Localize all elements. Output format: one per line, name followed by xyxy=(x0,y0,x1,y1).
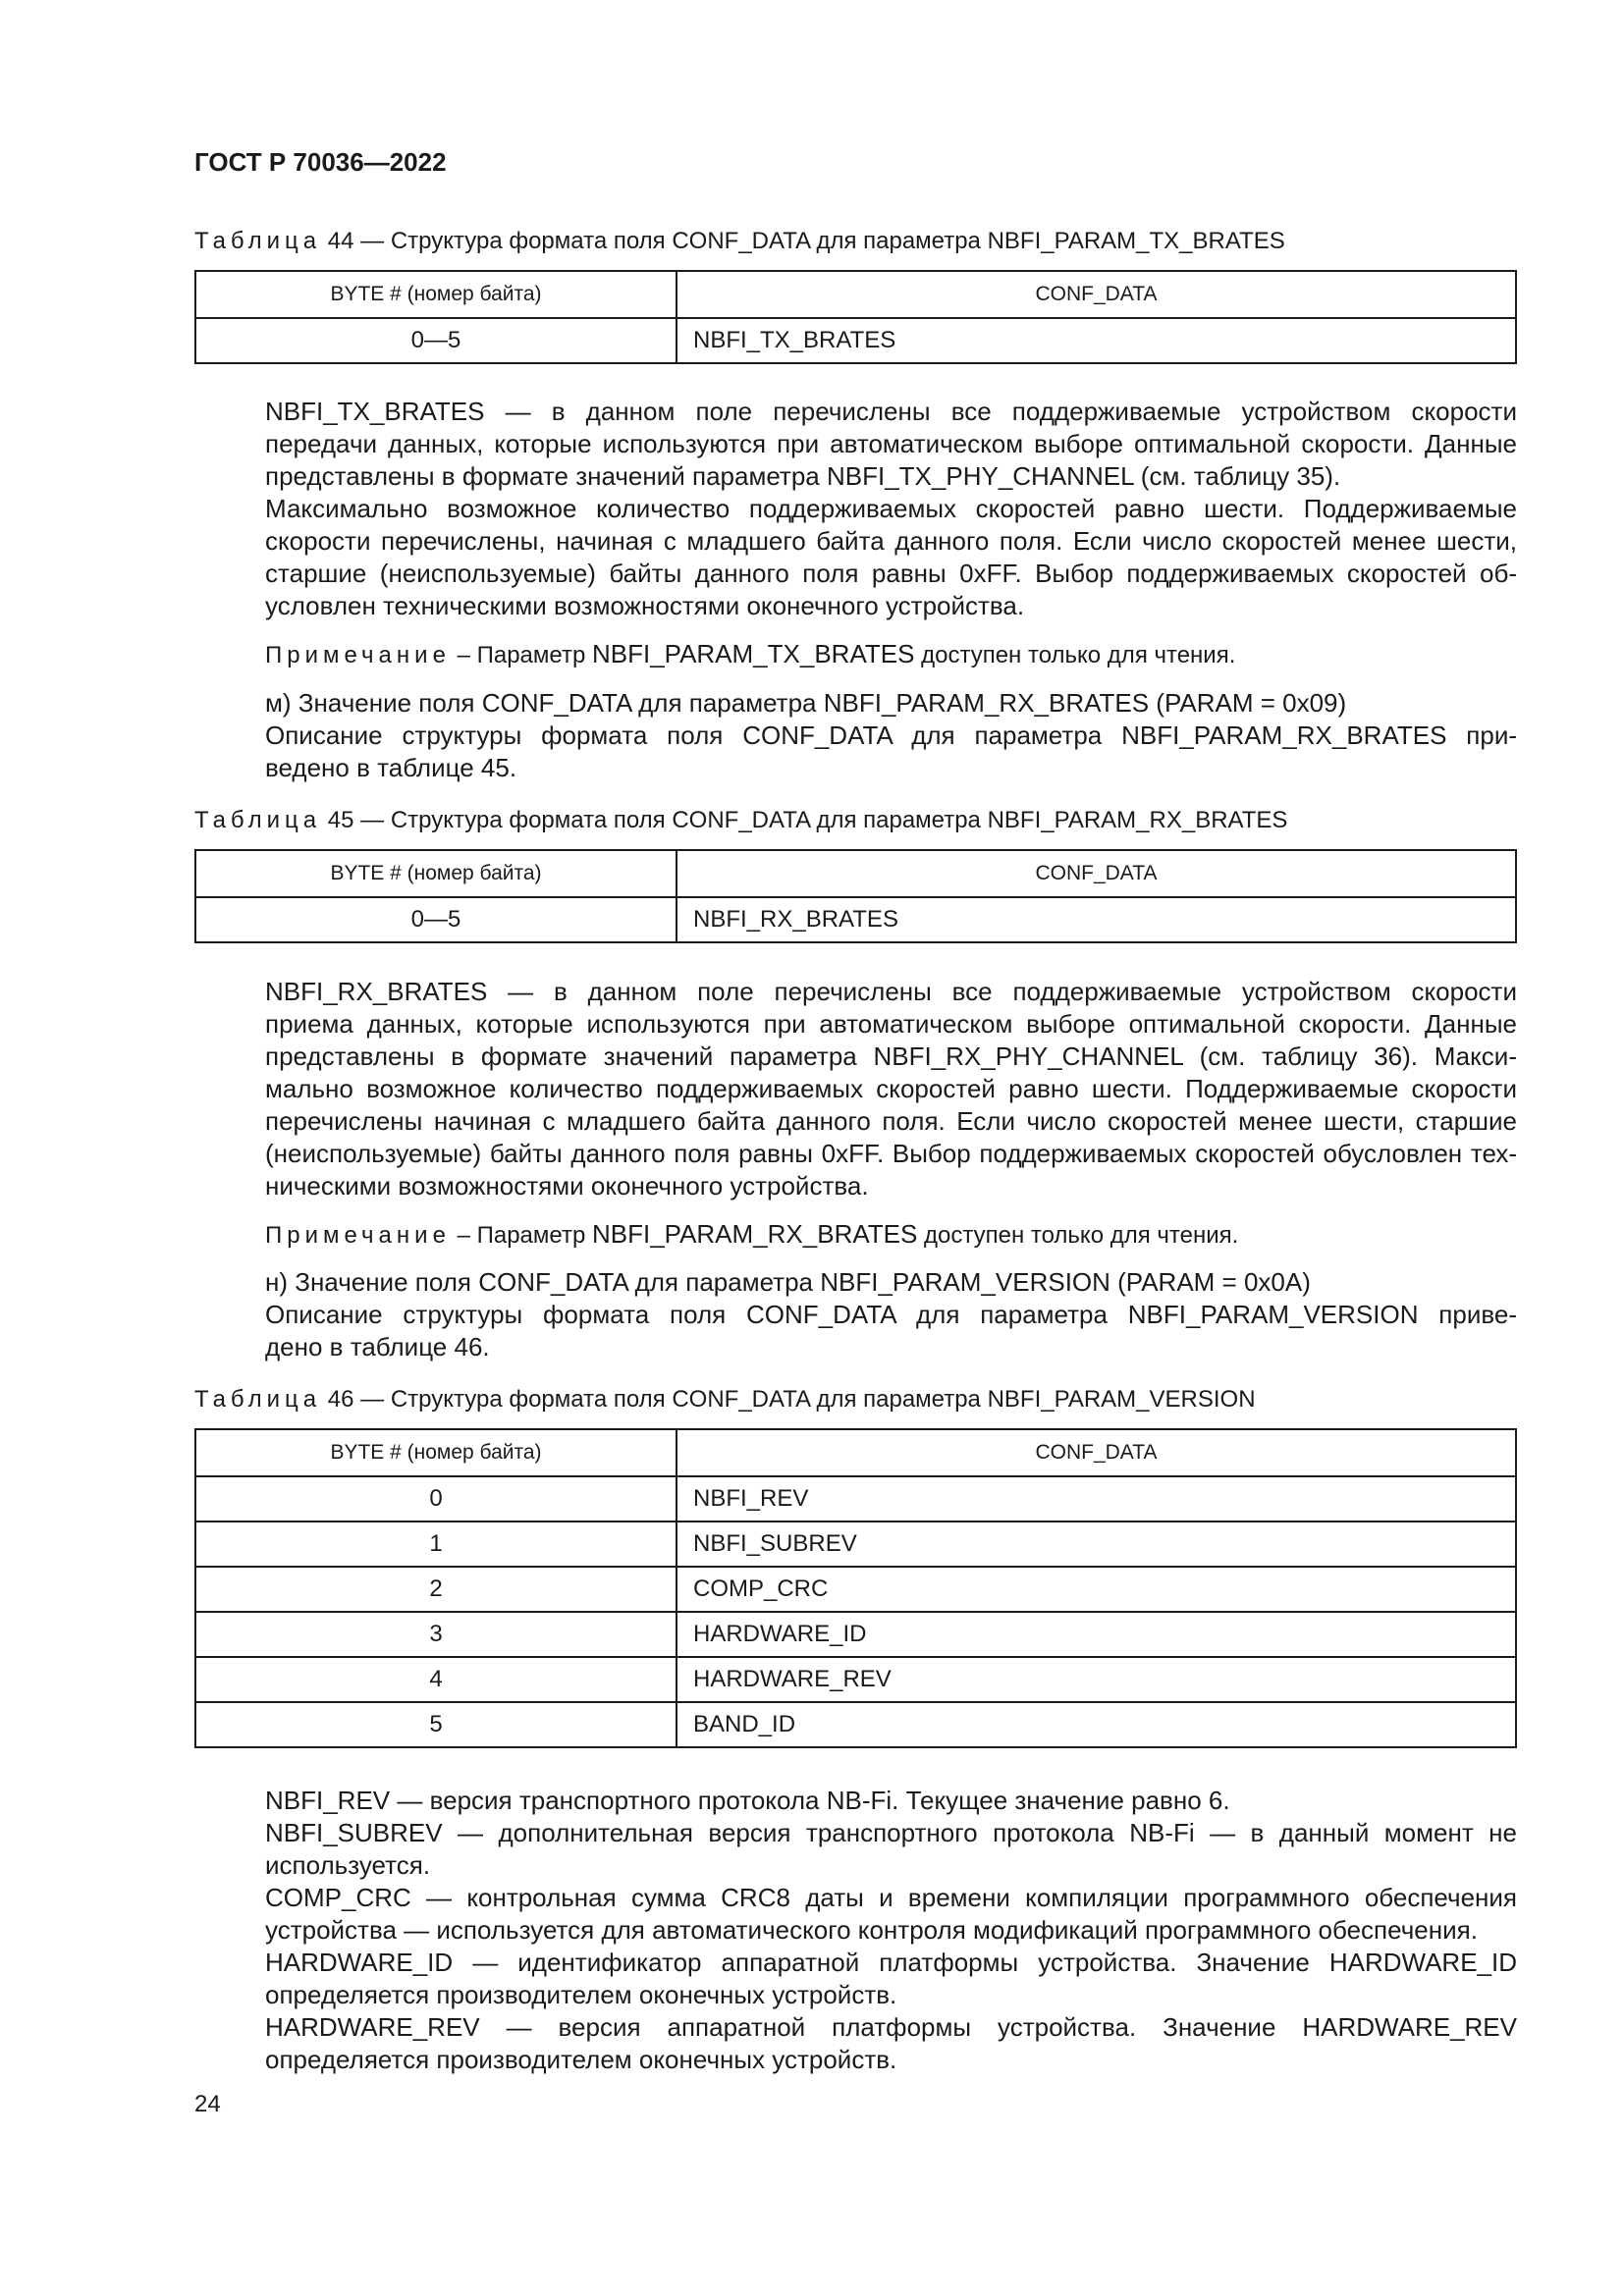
tx-note xyxy=(265,639,1235,669)
table-label: Таблица xyxy=(194,1386,322,1413)
table-row xyxy=(195,1702,1516,1747)
table-45-caption xyxy=(194,807,1287,834)
table-header-row xyxy=(195,1429,1516,1476)
table-cell: 1 xyxy=(195,1522,677,1567)
column-header: CONF_DATA xyxy=(677,850,1516,897)
section-n-item xyxy=(194,1266,1517,1299)
table-label: Таблица xyxy=(194,807,322,833)
text-line: используется. xyxy=(265,1850,431,1880)
table-cell: 3 xyxy=(195,1612,677,1657)
table-cell: NBFI_REV xyxy=(677,1476,1516,1522)
text-line: старшие (неиспользуемые) байты данного поля равны 0xFF. Выбор поддерживаемых скоростей об- xyxy=(265,559,1517,588)
column-header: BYTE # (номер байта) xyxy=(195,850,677,897)
text-line: условлен техническими возможностями оконечного устройства. xyxy=(265,591,1025,620)
note-param: NBFI_PARAM_TX_BRATES xyxy=(591,639,915,668)
def-comp-crc xyxy=(194,1882,1517,1947)
tx-brates-paragraph xyxy=(194,396,1517,493)
text-line: COMP_CRC — контрольная сумма CRC8 даты и времени компиляции программного обеспечения xyxy=(265,1883,1517,1912)
text-line: передачи данных, которые используются при автоматическом выборе оптимальной скорости. Данные xyxy=(265,429,1517,458)
text-line: мально возможное количество поддерживаемых скоростей равно шести. Поддерживаемые скорости xyxy=(265,1074,1517,1103)
section-m-description xyxy=(194,720,1517,784)
table-cell: 0—5 xyxy=(195,897,677,942)
text-line: представлены в формате значений параметра NBFI_TX_PHY_CHANNEL (см. таблицу 35). xyxy=(265,461,1341,491)
table-header-row xyxy=(195,271,1516,318)
table-cell: NBFI_TX_BRATES xyxy=(677,318,1516,363)
text-line: Максимально возможное количество поддерживаемых скоростей равно шести. Поддерживаемые xyxy=(265,494,1517,523)
table-44 xyxy=(194,270,1517,364)
text-line: н) Значение поля CONF_DATA для параметра NBFI_PARAM_VERSION (PARAM = 0x0A) xyxy=(265,1267,1311,1297)
text-line: NBFI_TX_BRATES — в данном поле перечислены все поддерживаемые устройством скорости xyxy=(265,397,1517,426)
text-line: ническими возможностями оконечного устройства. xyxy=(265,1171,869,1201)
table-cell: NBFI_RX_BRATES xyxy=(677,897,1516,942)
table-header-row xyxy=(195,850,1516,897)
table-row xyxy=(195,897,1516,942)
note-label: Примечание xyxy=(265,1222,451,1249)
text-line: Описание структуры формата поля CONF_DATA для параметра NBFI_PARAM_RX_BRATES при- xyxy=(265,721,1517,750)
column-header: CONF_DATA xyxy=(677,1429,1516,1476)
tx-brates-max-paragraph xyxy=(194,493,1517,622)
text-line: представлены в формате значений параметра NBFI_RX_PHY_CHANNEL (см. таблицу 36). Макси- xyxy=(265,1041,1517,1071)
section-n-description xyxy=(194,1299,1517,1363)
table-45 xyxy=(194,849,1517,943)
text-line: HARDWARE_REV — версия аппаратной платформы устройства. Значение HARDWARE_REV xyxy=(265,2012,1517,2042)
table-cell: BAND_ID xyxy=(677,1702,1516,1747)
text-line: NBFI_REV — версия транспортного протокола NB-Fi. Текущее значение равно 6. xyxy=(265,1786,1230,1815)
table-row xyxy=(195,318,1516,363)
note-text: – Параметр xyxy=(450,1222,592,1249)
table-cell: 2 xyxy=(195,1567,677,1612)
note-text: доступен только для чтения. xyxy=(917,1222,1239,1249)
table-44-caption xyxy=(194,228,1285,255)
table-cell: 5 xyxy=(195,1702,677,1747)
def-hardware-rev xyxy=(194,2011,1517,2076)
table-title: 44 — Структура формата поля CONF_DATA для параметра NBFI_PARAM_TX_BRATES xyxy=(327,228,1285,254)
table-row xyxy=(195,1657,1516,1702)
def-nbfi-rev xyxy=(194,1785,1517,1817)
section-m-item xyxy=(194,687,1517,720)
rx-note xyxy=(265,1219,1238,1250)
table-cell: 0 xyxy=(195,1476,677,1522)
page-number: 24 xyxy=(194,2091,221,2117)
text-line: м) Значение поля CONF_DATA для параметра NBFI_PARAM_RX_BRATES (PARAM = 0x09) xyxy=(265,688,1347,718)
text-line: определяется производителем оконечных устройств. xyxy=(265,1980,897,2009)
text-line: HARDWARE_ID — идентификатор аппаратной платформы устройства. Значение HARDWARE_ID xyxy=(265,1948,1517,1977)
text-line: перечислены начиная с младшего байта данного поля. Если число скоростей менее шести, старшие xyxy=(265,1106,1517,1136)
table-cell: 0—5 xyxy=(195,318,677,363)
text-line: скорости перечислены, начиная с младшего байта данного поля. Если число скоростей менее шести, xyxy=(265,526,1517,556)
table-row xyxy=(195,1522,1516,1567)
column-header: BYTE # (номер байта) xyxy=(195,271,677,318)
document-header: ГОСТ Р 70036—2022 xyxy=(194,147,447,177)
table-row xyxy=(195,1476,1516,1522)
note-label: Примечание xyxy=(265,642,451,668)
text-line: определяется производителем оконечных устройств. xyxy=(265,2045,897,2074)
table-label: Таблица xyxy=(194,228,322,254)
def-hardware-id xyxy=(194,1947,1517,2011)
note-text: доступен только для чтения. xyxy=(914,642,1236,668)
note-text: – Параметр xyxy=(450,642,592,668)
table-row xyxy=(195,1612,1516,1657)
note-param: NBFI_PARAM_RX_BRATES xyxy=(591,1219,918,1249)
table-title: 45 — Структура формата поля CONF_DATA для параметра NBFI_PARAM_RX_BRATES xyxy=(327,807,1288,833)
table-cell: NBFI_SUBREV xyxy=(677,1522,1516,1567)
text-line: NBFI_SUBREV — дополнительная версия транспортного протокола NB-Fi — в данный момент не xyxy=(265,1818,1517,1847)
text-line: NBFI_RX_BRATES — в данном поле перечислены все поддерживаемые устройством скорости xyxy=(265,977,1517,1006)
text-line: приема данных, которые используются при автоматическом выборе оптимальной скорости. Данные xyxy=(265,1009,1517,1039)
table-cell: HARDWARE_ID xyxy=(677,1612,1516,1657)
table-46-caption xyxy=(194,1386,1256,1414)
def-nbfi-subrev xyxy=(194,1817,1517,1882)
text-line: ведено в таблице 45. xyxy=(265,753,517,782)
table-46 xyxy=(194,1428,1517,1748)
text-line: дено в таблице 46. xyxy=(265,1332,490,1362)
rx-brates-paragraph xyxy=(194,976,1517,1202)
table-cell: 4 xyxy=(195,1657,677,1702)
table-cell: HARDWARE_REV xyxy=(677,1657,1516,1702)
text-line: Описание структуры формата поля CONF_DATA для параметра NBFI_PARAM_VERSION приве- xyxy=(265,1300,1517,1329)
table-cell: COMP_CRC xyxy=(677,1567,1516,1612)
text-line: (неиспользуемые) байты данного поля равны 0xFF. Выбор поддерживаемых скоростей обусловлен тех- xyxy=(265,1139,1517,1168)
text-line: устройства — используется для автоматического контроля модификаций программного обеспечения. xyxy=(265,1915,1478,1945)
table-title: 46 — Структура формата поля CONF_DATA для параметра NBFI_PARAM_VERSION xyxy=(327,1386,1256,1413)
column-header: BYTE # (номер байта) xyxy=(195,1429,677,1476)
column-header: CONF_DATA xyxy=(677,271,1516,318)
table-row xyxy=(195,1567,1516,1612)
